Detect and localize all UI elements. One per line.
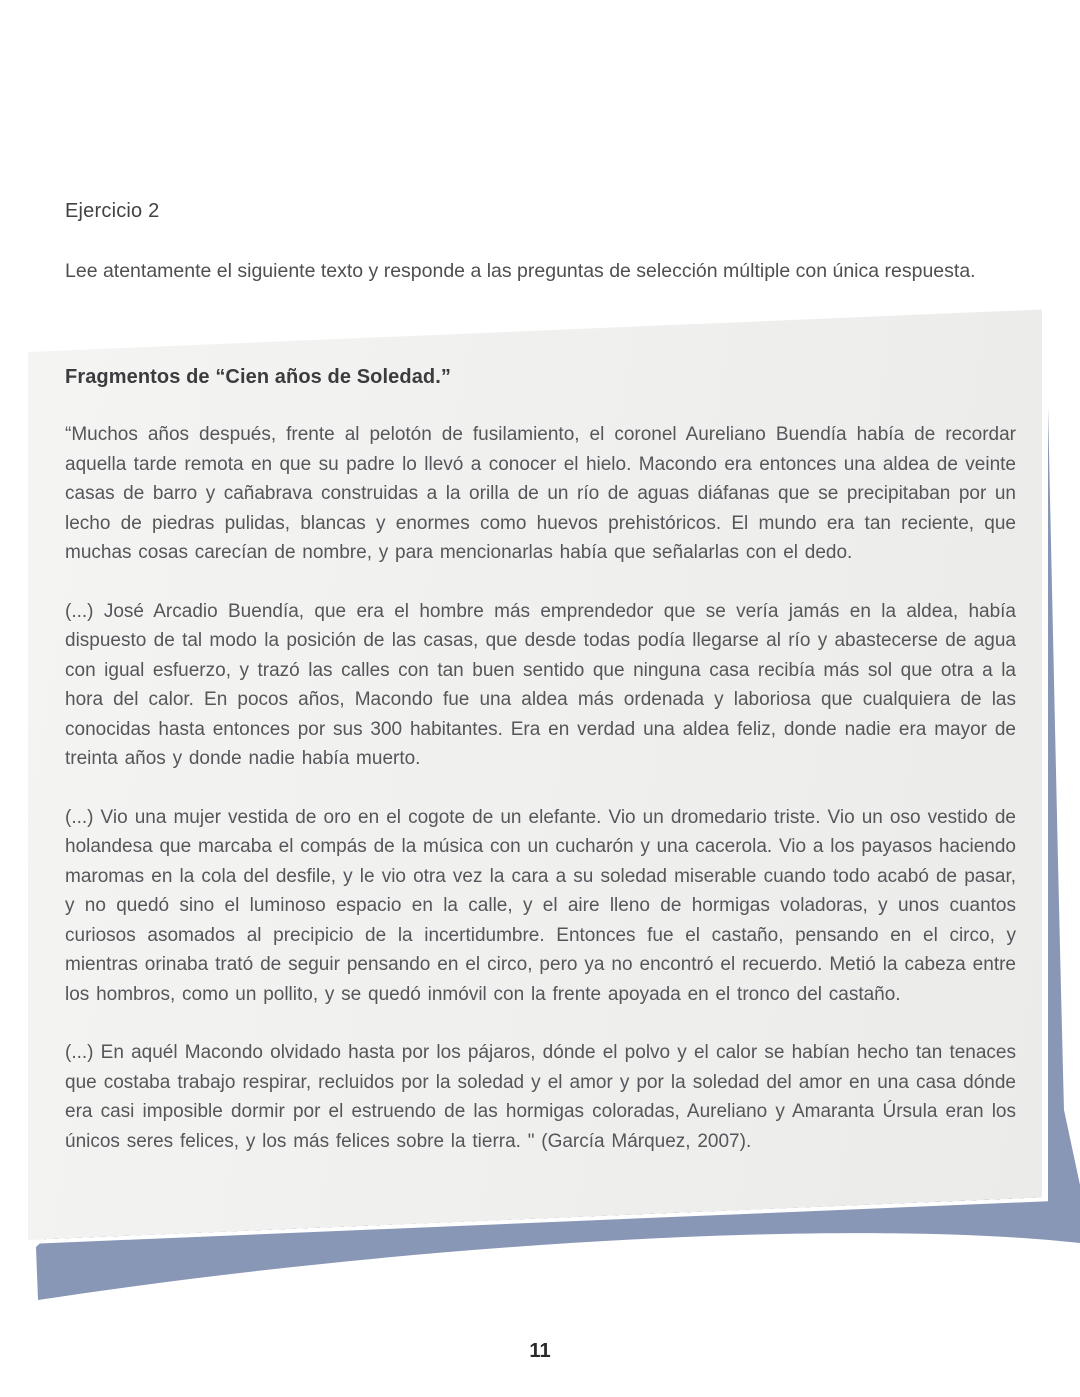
fragment-paragraph-1: “Muchos años después, frente al pelotón de fusilamiento, el coronel Aureliano Buendía había de recordar aquella tarde remota en que su padre lo llevó a conocer el hielo. Macondo era entonces una aldea de veinte casas de barro y cañabrava construidas a la orilla de un río de aguas diáfanas que se precipitaban por un lecho de piedras pulidas, blancas y enormes como huevos prehistóricos. El mundo era tan reciente, que muchas cosas carecían de nombre, y para mencionarlas había que señalarlas con el dedo.	[65, 424, 1016, 563]
fragment-paragraph-2: (...) José Arcadio Buendía, que era el hombre más emprendedor que se vería jamás en la aldea, había dispuesto de tal modo la posición de las casas, que desde todas podía llegarse al río y abastecerse de agua con igual esfuerzo, y trazó las calles con tan buen sentido que ninguna casa recibía más sol que otra a la hora del calor. En pocos años, Macondo fue una aldea más ordenada y laboriosa que cualquiera de las conocidas hasta entonces por sus 300 habitantes. Era en verdad una aldea feliz, donde nadie era mayor de treinta años y donde nadie había muerto.	[65, 600, 1016, 769]
fragment-paragraph-4: (...) En aquél Macondo olvidado hasta por los pájaros, dónde el polvo y el calor se habían hecho tan tenaces que costaba trabajo respirar, recluidos por la soledad y el amor y por la soledad del amor en una casa dónde era casi imposible dormir por el estruendo de las hormigas coloradas, Aureliano y Amaranta Úrsula eran los únicos seres felices, y los más felices sobre la tierra. " (García Márquez, 2007).	[65, 1042, 1016, 1152]
page-number: 11	[529, 1340, 551, 1362]
exercise-instructions: Lee atentamente el siguiente texto y responde a las preguntas de selección múltiple con única respuesta.	[65, 260, 976, 282]
exercise-heading: Ejercicio 2	[65, 200, 160, 222]
reading-card-content	[65, 366, 1016, 1156]
fragment-paragraph-3: (...) Vio una mujer vestida de oro en el cogote de un elefante. Vio un dromedario triste. Vio un oso vestido de holandesa que marcaba el compás de la música con un cucharón y una cacerola. Vio a los payasos haciendo maromas en la cola del desfile, y le vio otra vez la cara a su soledad miserable cuando todo acabó de pasar, y no quedó sino el luminoso espacio en la calle, y el aire lleno de hormigas voladoras, y unos cuantos curiosos asomados al precipicio de la incertidumbre. Entonces fue el castaño, pensando en el circo, y mientras orinaba trató de seguir pensando en el circo, pero ya no encontró el recuerdo. Metió la cabeza entre los hombros, como un pollito, y se quedó inmóvil con la frente apoyada en el tronco del castaño.	[65, 806, 1016, 1005]
fragment-title: Fragmentos de “Cien años de Soledad.”	[65, 366, 451, 388]
